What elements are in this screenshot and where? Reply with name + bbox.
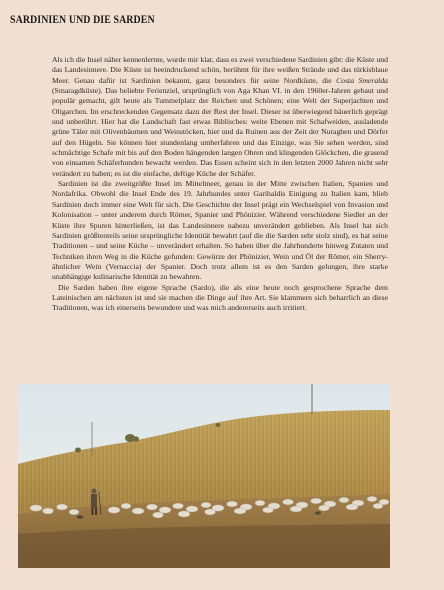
body-text xyxy=(52,55,388,314)
landscape-photo xyxy=(18,384,390,568)
paragraph-3: Die Sarden haben ihre eigene Sprache (Sardo), die als eine heute noch gesprochene Sprache dem Lateinischen am nächsten ist und sie machen die Dinge auf ihre Art. Sie klammern sich beharrlich an diese Traditionen, was ich einerseits bewundere und was mich andererseits auch irritiert. xyxy=(52,282,388,313)
page-heading: SARDINIEN UND DIE SARDEN xyxy=(10,14,155,26)
paragraph-1-before: Als ich die Insel näher kennenlernte, wurde mir klar, dass es zwei verschiedene Sardinien gibt: die Küste und das Landesinnere. Die Küste ist beeindruckend schön, berühmt für ihre weißen Strände und das türkisblaue Meer. Genau dafür ist Sardinien bekannt, ganz besonders für seine Nordküste, die xyxy=(52,55,388,85)
paragraph-1-after: (Smaragdküste). Das beliebte Ferienziel, ursprünglich von Aga Khan VI. in den 1960er-Jahren gebaut und populär gemacht, gilt heute als Tummelplatz der Reichen und Schönen; eine Welt der Superjachten und Oligarchen. Im erschreckenden Gegensatz dazu der Rest der Insel. Dieser ist überwiegend bäuerlich geprägt und unberührt. Hier hat die Landschaft fast etwas Biblisches: weite Ebenen mit Schafweiden, ausladende grüne Täler mit Olivenbäumen und Weinstöcken, hier und da Ruinen aus der Zeit der Nuraghen und Dörfer auf den Hügeln. Sie können hier stundenlang umherfahren und das Einzige, was Sie sehen werden, sind schmächtige Schafe mit bis auf den Boden hängenden langen Ohren und klingenden Glöckchen, die grasend von einsamen Schäferhunden bewacht werden. Das Essen scheint sich in den letzten 2000 Jahren nicht sehr verändert zu haben; es ist die einfache, deftige Küche der Schäfer. xyxy=(52,86,388,178)
photo-illustration xyxy=(18,384,390,568)
paragraph-1 xyxy=(52,55,388,179)
paragraph-1-emphasis: Costa Smeralda xyxy=(336,75,388,85)
paragraph-2: Sardinien ist die zweitgrößte Insel im Mittelmeer, genau in der Mitte zwischen Italien, Spanien und Nordafrika. Obwohl die Insel Ende des 19. Jahrhundes unter Garibaldis Einigung zu Italien kam, blieb Sardinien doch immer eine Welt für sich. Die Geschichte der Insel prägt ein Wechselspiel von Invasion und Kolonisation – unter anderem durch Römer, Spanier und Phönizier. Während verschiedene Siedler an der Küste ihre Spuren hinterließen, ist das Landesinnere nahezu unverändert geblieben. Als Insel hat sich Sardinien größtenteils seine ursprüngliche Identität bewahrt (auf die die Sarden sehr stolz sind), es hat seine Traditionen – und seine Küche – unverändert erhalten. So haben über die Jahrhunderte hinweg Zutaten und Techniken ihren Weg in die Küche gefunden: Gewürze der Phönizier, Wein und Öl der Römer, ein Sherry-ähnlicher Wein (Vernaccia) der Spanier. Doch trotz allem ist es den Sarden gelungen, ihre starke unabhängige kulinarische Identität zu bewahren. xyxy=(52,179,388,282)
